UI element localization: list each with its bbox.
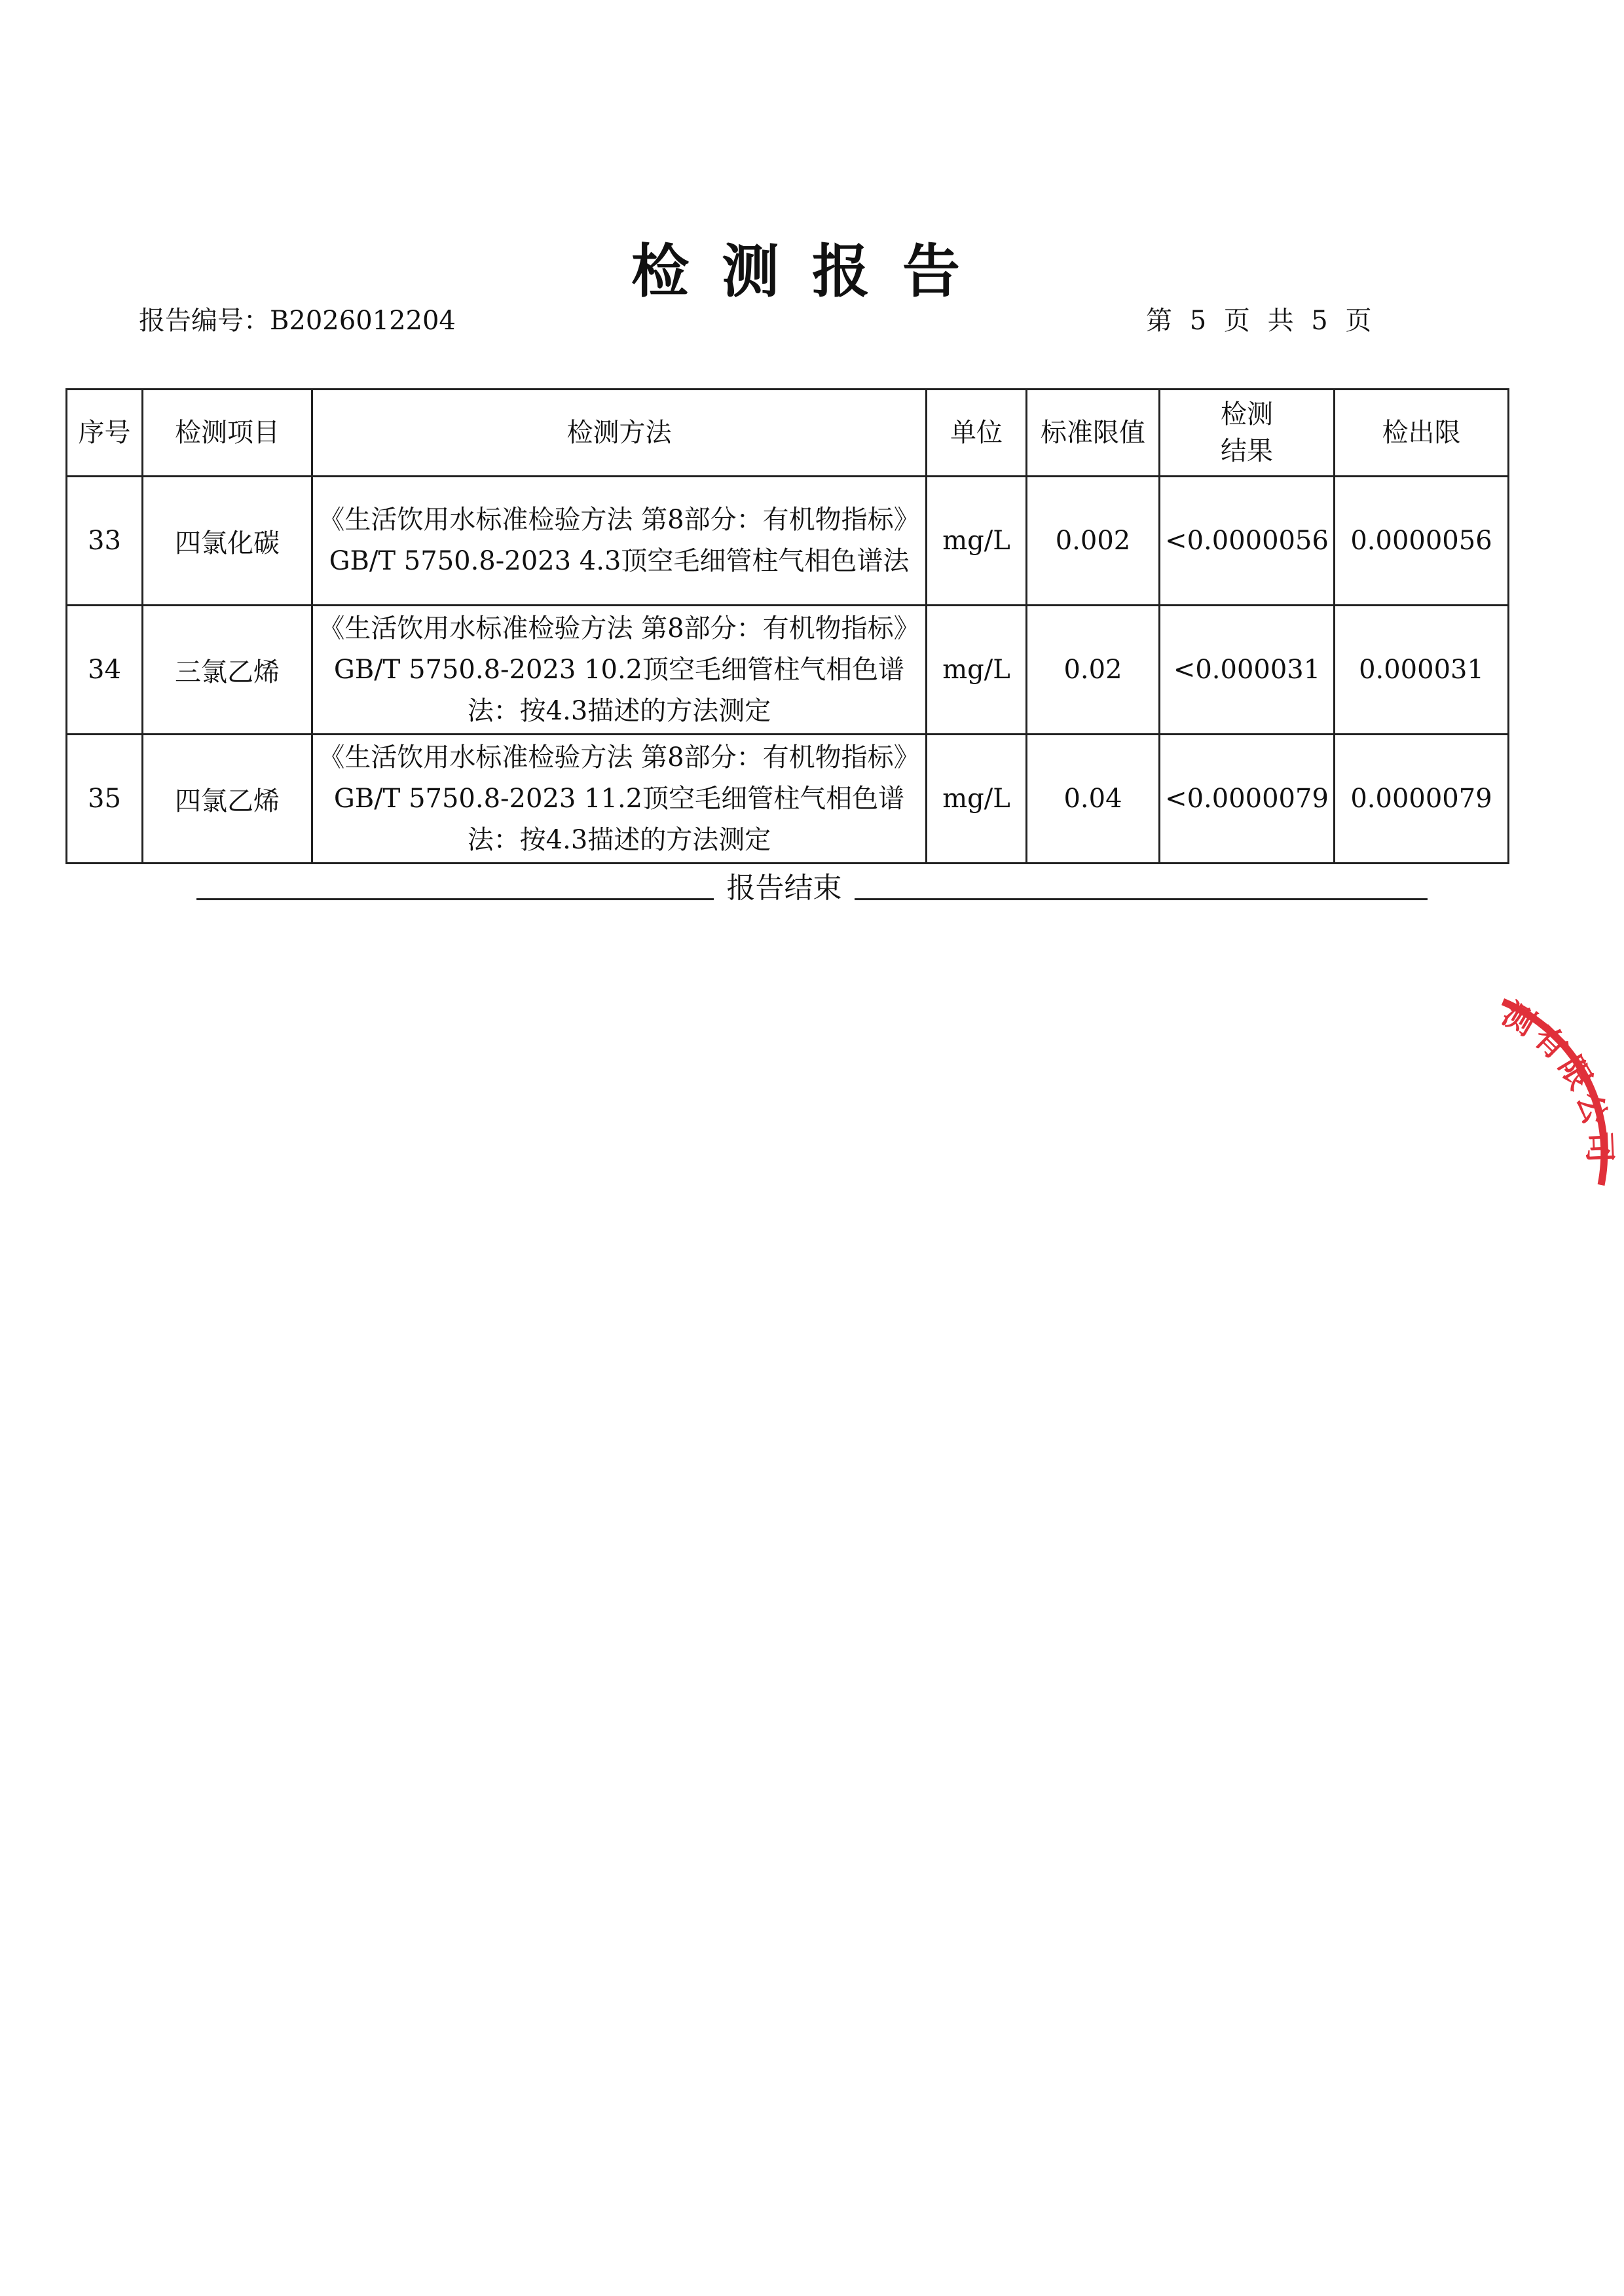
- seal-lettering: 测有限公司: [1496, 995, 1619, 1169]
- header-limit: 标准限值: [1027, 390, 1160, 477]
- cell-index: 34: [67, 606, 143, 735]
- cell-detection-limit: 0.000031: [1335, 606, 1509, 735]
- header-item: 检测项目: [143, 390, 312, 477]
- cell-item: 三氯乙烯: [143, 606, 312, 735]
- header-detection-limit: 检出限: [1335, 390, 1509, 477]
- cell-unit: mg/L: [927, 735, 1027, 864]
- cell-limit: 0.04: [1027, 735, 1160, 864]
- cell-method: 《生活饮用水标准检验方法 第8部分：有机物指标》GB/T 5750.8-2023 11.2顶空毛细管柱气相色谱法：按4.3描述的方法测定: [312, 735, 927, 864]
- report-end-footer: [196, 863, 1428, 905]
- page-indicator: 第 5 页 共 5 页: [1146, 306, 1372, 336]
- header-result: 检测 结果: [1160, 390, 1335, 477]
- cell-result: <0.0000079: [1160, 735, 1335, 864]
- cell-result: <0.000031: [1160, 606, 1335, 735]
- cell-method: 《生活饮用水标准检验方法 第8部分：有机物指标》GB/T 5750.8-2023 4.3顶空毛细管柱气相色谱法: [312, 477, 927, 606]
- table-header-row: [67, 390, 1509, 477]
- svg-text:测有限公司: [1496, 995, 1618, 1169]
- cell-item: 四氯化碳: [143, 477, 312, 606]
- report-number: 报告编号：B2026012204: [139, 306, 456, 336]
- report-title: 检测报告: [631, 238, 993, 305]
- table-row: [67, 606, 1509, 735]
- header-method: 检测方法: [312, 390, 927, 477]
- report-end-text: 报告结束: [726, 871, 842, 905]
- results-table: [65, 388, 1509, 864]
- cell-unit: mg/L: [927, 606, 1027, 735]
- cell-result: <0.0000056: [1160, 477, 1335, 606]
- table-row: [67, 735, 1509, 864]
- end-rule-right: [855, 898, 1428, 900]
- cell-index: 35: [67, 735, 143, 864]
- cell-limit: 0.002: [1027, 477, 1160, 606]
- table-row: [67, 477, 1509, 606]
- cell-item: 四氯乙烯: [143, 735, 312, 864]
- cell-unit: mg/L: [927, 477, 1027, 606]
- cell-method: 《生活饮用水标准检验方法 第8部分：有机物指标》GB/T 5750.8-2023 10.2顶空毛细管柱气相色谱法：按4.3描述的方法测定: [312, 606, 927, 735]
- company-seal-stamp: [1441, 982, 1624, 1231]
- header-index: 序号: [67, 390, 143, 477]
- cell-detection-limit: 0.0000056: [1335, 477, 1509, 606]
- header-unit: 单位: [927, 390, 1027, 477]
- cell-detection-limit: 0.0000079: [1335, 735, 1509, 864]
- end-rule-left: [196, 898, 714, 900]
- cell-limit: 0.02: [1027, 606, 1160, 735]
- cell-index: 33: [67, 477, 143, 606]
